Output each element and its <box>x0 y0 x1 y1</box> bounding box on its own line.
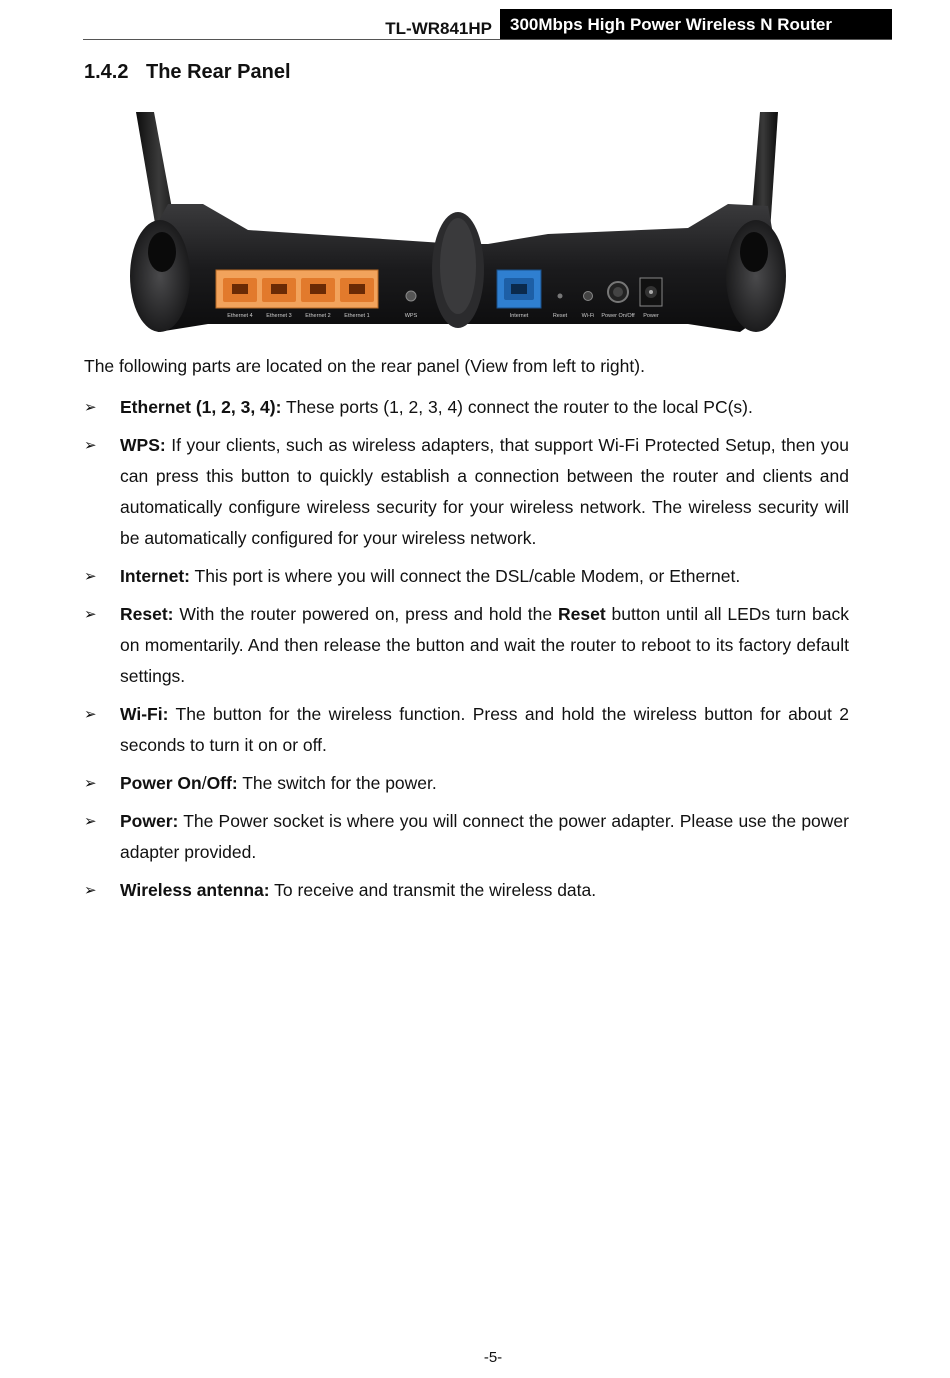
port-label: Wi-Fi <box>581 313 595 319</box>
header-rule <box>83 39 892 40</box>
bullet-arrow-icon: ➢ <box>84 882 97 899</box>
bullet-arrow-icon: ➢ <box>84 813 97 830</box>
reset-hole <box>558 294 563 299</box>
list-item-power: ➢ Power: The Power socket is where you will connect the power adapter. Please use the power adapter provided. <box>84 806 849 868</box>
bullet-arrow-icon: ➢ <box>84 568 97 585</box>
list-item-wps: ➢ WPS: If your clients, such as wireless adapters, that support Wi-Fi Protected Setup, then you can press this button to quickly establish a connection between the router and clients and automatically configure wireless security for your wireless network. The wireless security will be automatically configured for your wireless network. <box>84 430 849 554</box>
bullet-arrow-icon: ➢ <box>84 706 97 723</box>
section-title-text: The Rear Panel <box>146 61 291 83</box>
list-item-antenna: ➢ Wireless antenna: To receive and transmit the wireless data. <box>84 875 849 906</box>
intro-paragraph: The following parts are located on the rear panel (View from left to right). <box>84 356 645 376</box>
list-item-power-onoff: ➢ Power On/Off: The switch for the power. <box>84 768 849 799</box>
page-number: -5- <box>483 1349 503 1366</box>
port-label: Ethernet 2 <box>305 313 331 319</box>
list-item-reset: ➢ Reset: With the router powered on, press and hold the Reset button until all LEDs turn back on momentarily. And then release the button and wait the router to reboot to its factory default settings. <box>84 599 849 692</box>
list-item-ethernet: ➢ Ethernet (1, 2, 3, 4): These ports (1, 2, 3, 4) connect the router to the local PC(s). <box>84 392 849 423</box>
port-label: Ethernet 3 <box>266 313 292 319</box>
bullet-arrow-icon: ➢ <box>84 437 97 454</box>
page-header <box>83 9 892 40</box>
section-title <box>84 61 291 84</box>
wifi-button <box>584 292 593 301</box>
header-product: 300Mbps High Power Wireless N Router <box>510 15 832 34</box>
port-label: Reset <box>552 313 568 319</box>
parts-list <box>84 392 849 913</box>
port-label: Power <box>643 313 659 319</box>
header-product-banner <box>500 9 892 40</box>
list-item-internet: ➢ Internet: This port is where you will connect the DSL/cable Modem, or Ethernet. <box>84 561 849 592</box>
section-number: 1.4.2 <box>84 61 129 83</box>
port-label: Ethernet 4 <box>227 313 253 319</box>
port-label: Internet <box>509 313 529 319</box>
wps-button <box>406 291 416 301</box>
bullet-arrow-icon: ➢ <box>84 606 97 623</box>
port-label: Ethernet 1 <box>344 313 370 319</box>
list-item-wifi: ➢ Wi-Fi: The button for the wireless function. Press and hold the wireless button for about 2 seconds to turn it on or off. <box>84 699 849 761</box>
port-label: Power On/Off <box>601 313 635 319</box>
bullet-arrow-icon: ➢ <box>84 399 97 416</box>
header-model: TL-WR841HP <box>385 19 492 38</box>
port-label: WPS <box>404 313 418 319</box>
router-rear-panel-image <box>128 112 790 336</box>
bullet-arrow-icon: ➢ <box>84 775 97 792</box>
